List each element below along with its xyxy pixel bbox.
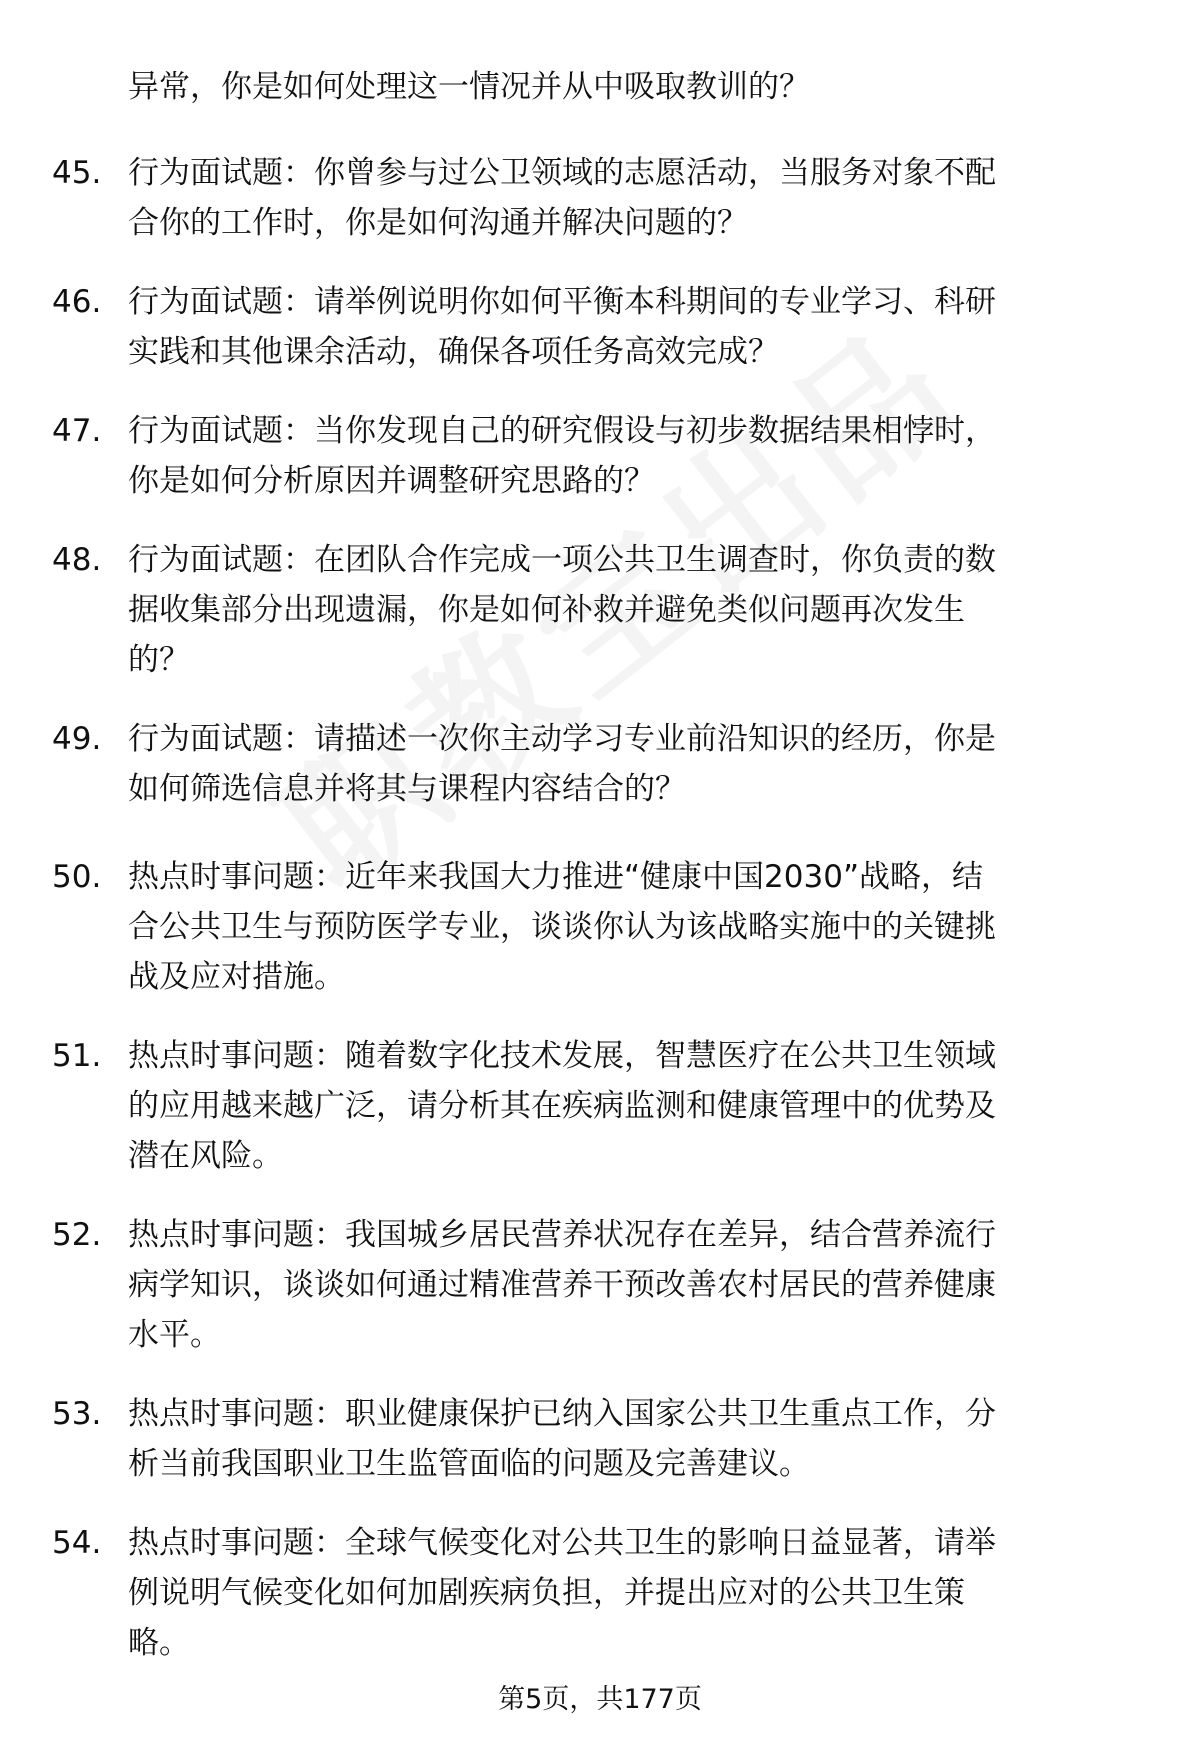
- question-text: [128, 852, 1158, 1002]
- question-line: 行为面试题：当你发现自己的研究假设与初步数据结果相悖时，: [128, 413, 996, 449]
- question-line: 析当前我国职业卫生监管面临的问题及完善建议。: [128, 1446, 810, 1482]
- question-line: 据收集部分出现遗漏，你是如何补救并避免类似问题再次发生: [128, 592, 965, 628]
- question-line: 热点时事问题：随着数字化技术发展，智慧医疗在公共卫生领域: [128, 1038, 996, 1074]
- question-line: 例说明气候变化如何加剧疾病负担，并提出应对的公共卫生策: [128, 1575, 965, 1611]
- question-number: 52.: [52, 1217, 102, 1253]
- question-number: 53.: [52, 1396, 102, 1432]
- question-number: 54.: [52, 1525, 102, 1561]
- question-text: [128, 148, 1158, 248]
- question-line: 热点时事问题：近年来我国大力推进“健康中国2030”战略，结: [128, 859, 984, 895]
- question-text: [128, 1210, 1158, 1360]
- question-line: 如何筛选信息并将其与课程内容结合的？: [128, 771, 686, 807]
- question-line: 实践和其他课余活动，确保各项任务高效完成？: [128, 334, 779, 370]
- question-line: 热点时事问题：全球气候变化对公共卫生的影响日益显著，请举: [128, 1525, 996, 1561]
- question-line: 行为面试题：在团队合作完成一项公共卫生调查时，你负责的数: [128, 542, 996, 578]
- question-text: [128, 1031, 1158, 1181]
- question-line: 战及应对措施。: [128, 959, 345, 995]
- question-text: [128, 1389, 1158, 1489]
- question-number: 47.: [52, 413, 102, 449]
- question-line: 略。: [128, 1625, 190, 1661]
- question-number: 46.: [52, 284, 102, 320]
- question-line: 水平。: [128, 1317, 221, 1353]
- question-line: 合你的工作时，你是如何沟通并解决问题的？: [128, 205, 748, 241]
- question-number: 51.: [52, 1038, 102, 1074]
- question-line: 病学知识，谈谈如何通过精准营养干预改善农村居民的营养健康: [128, 1267, 996, 1303]
- question-line: 热点时事问题：职业健康保护已纳入国家公共卫生重点工作，分: [128, 1396, 996, 1432]
- question-line: 的？: [128, 642, 190, 678]
- question-text: [128, 1518, 1158, 1668]
- question-number: 45.: [52, 155, 102, 191]
- question-line: 行为面试题：你曾参与过公卫领域的志愿活动，当服务对象不配: [128, 155, 996, 191]
- question-line: 潜在风险。: [128, 1138, 283, 1174]
- question-line: 热点时事问题：我国城乡居民营养状况存在差异，结合营养流行: [128, 1217, 996, 1253]
- question-number: 48.: [52, 542, 102, 578]
- question-text: [128, 714, 1158, 814]
- question-number: 50.: [52, 859, 102, 895]
- question-text: [128, 277, 1158, 377]
- question-line: 的应用越来越广泛，请分析其在疾病监测和健康管理中的优势及: [128, 1088, 996, 1124]
- question-line: 你是如何分析原因并调整研究思路的？: [128, 463, 655, 499]
- question-line: 行为面试题：请举例说明你如何平衡本科期间的专业学习、科研: [128, 284, 996, 320]
- question-text: [128, 406, 1158, 506]
- question-number: 49.: [52, 721, 102, 757]
- question-line: 合公共卫生与预防医学专业，谈谈你认为该战略实施中的关键挑: [128, 909, 996, 945]
- question-text: [128, 535, 1158, 685]
- question-line: 行为面试题：请描述一次你主动学习专业前沿知识的经历，你是: [128, 721, 996, 757]
- page-number-footer: 第5页，共177页: [498, 1684, 702, 1715]
- continued-question-text: 异常，你是如何处理这一情况并从中吸取教训的？: [128, 69, 810, 105]
